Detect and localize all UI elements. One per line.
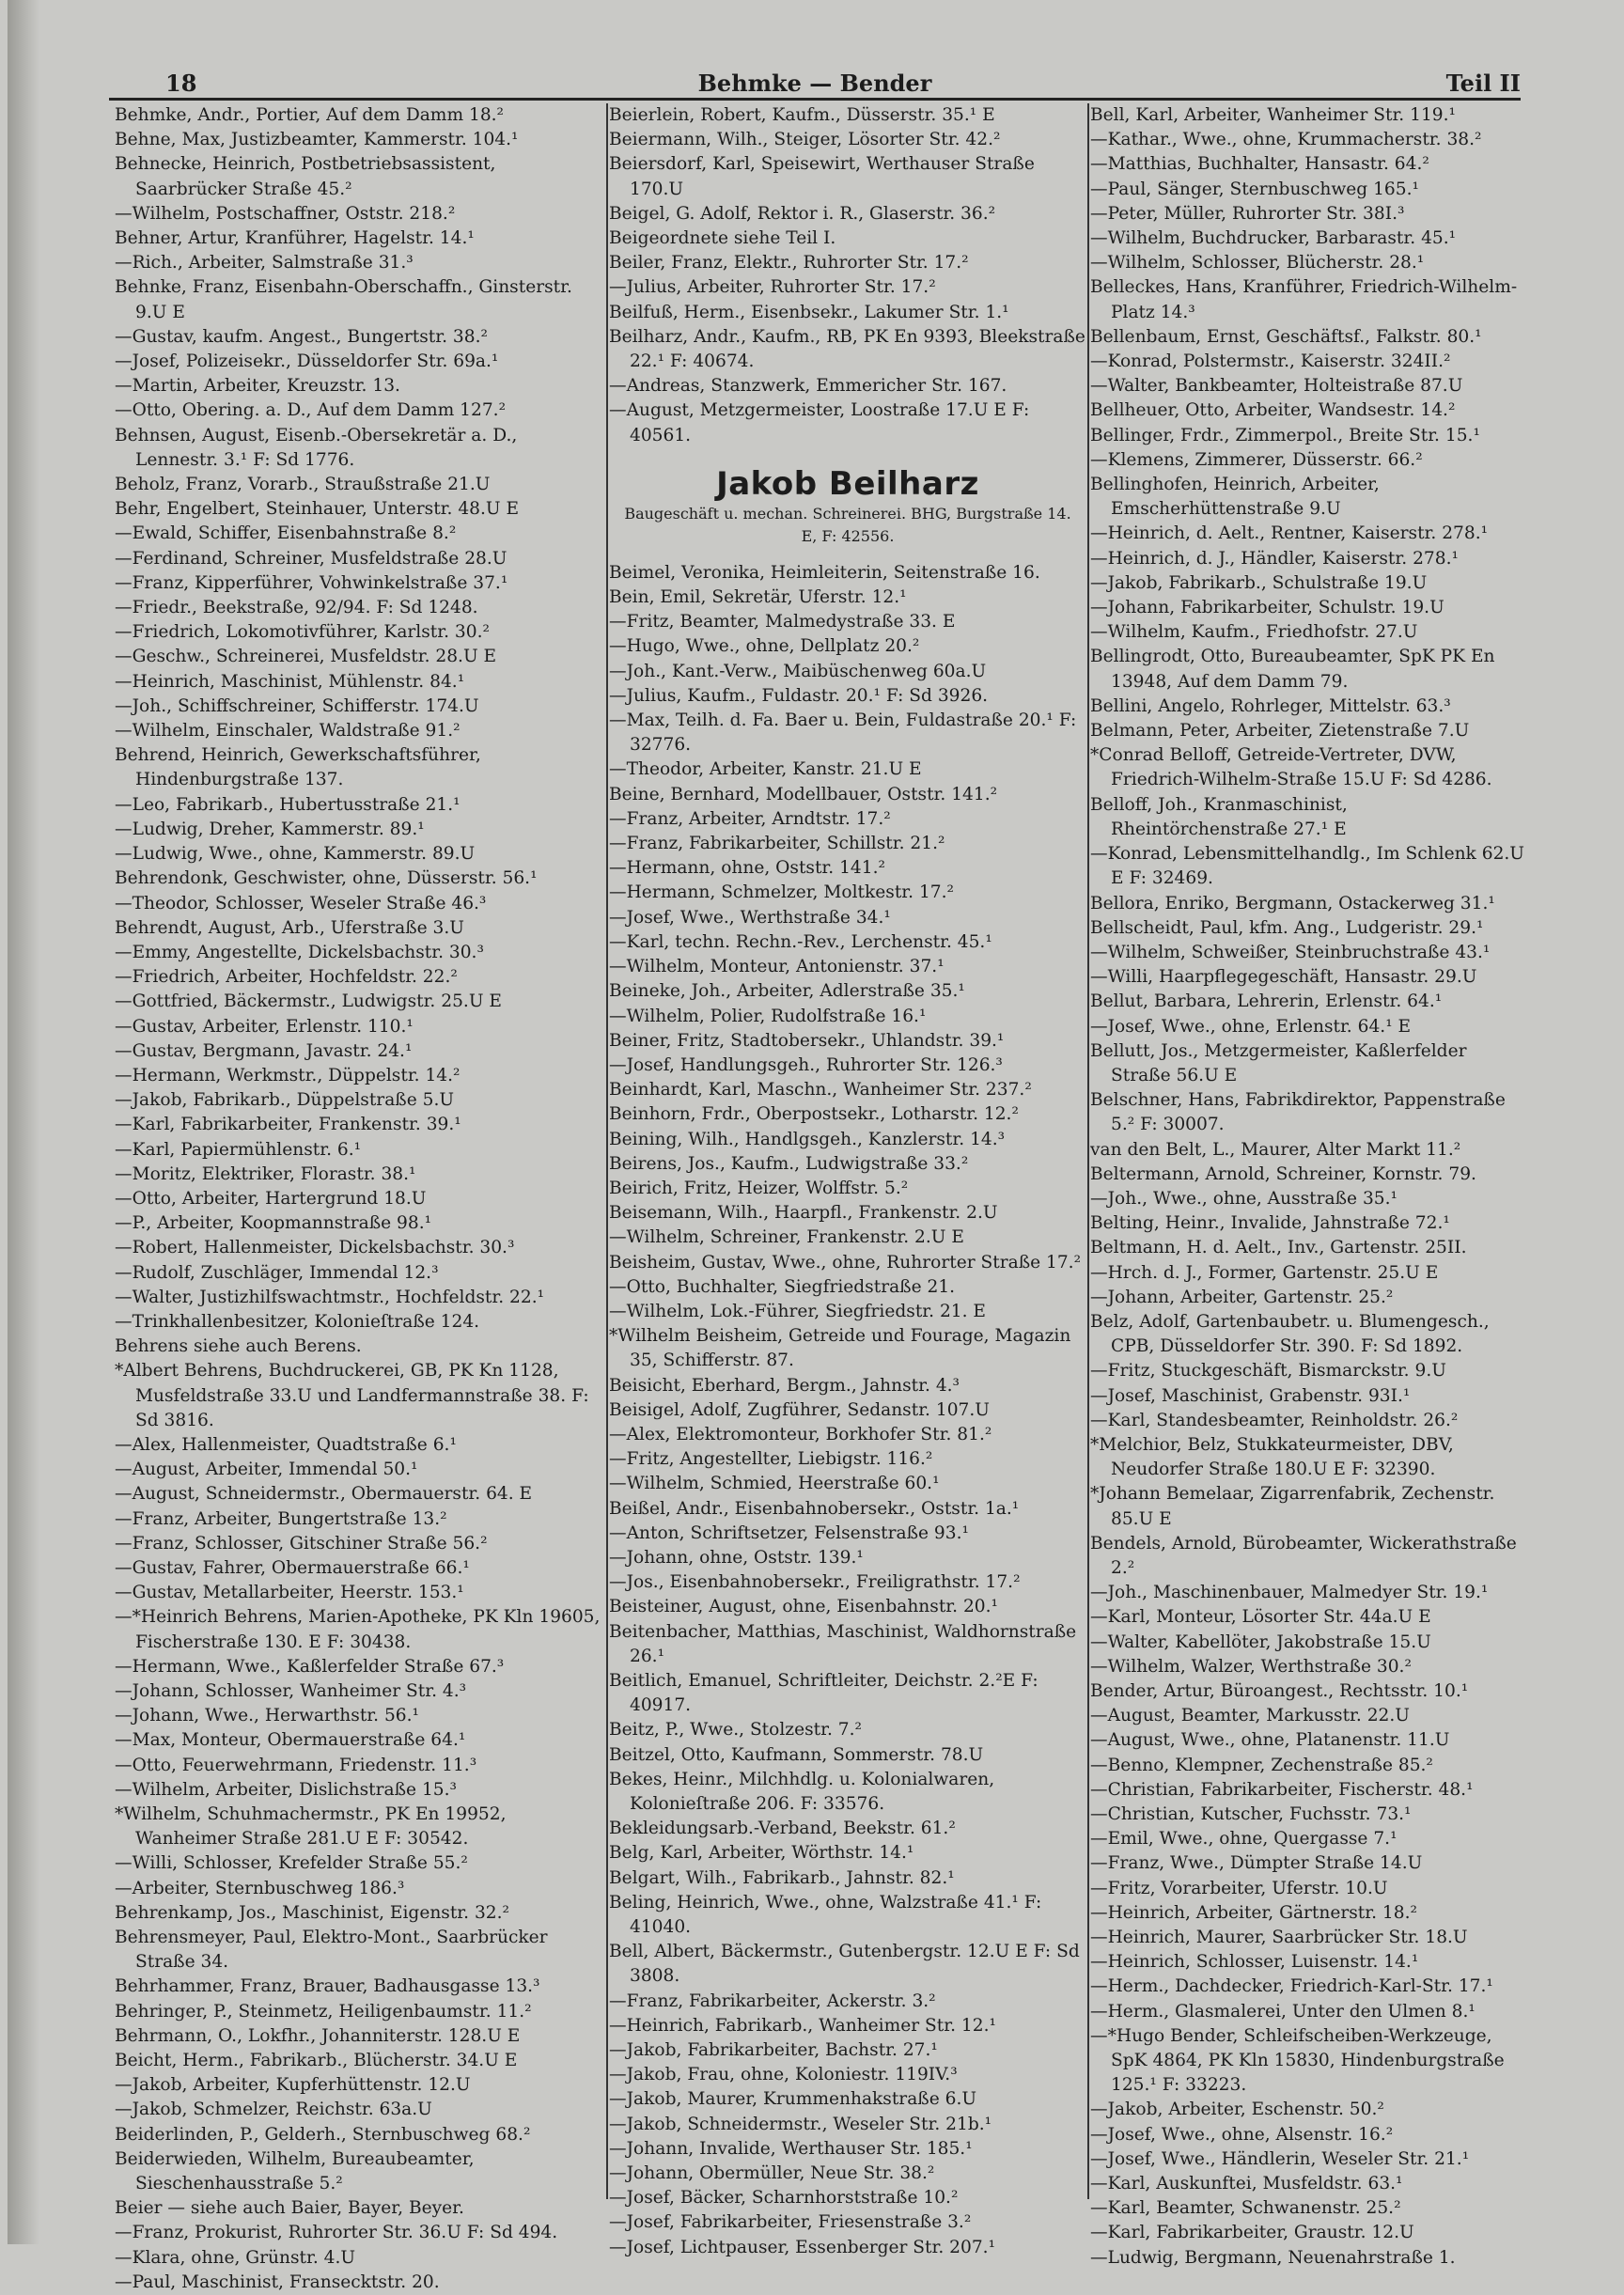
directory-entry: —Alex, Hallenmeister, Quadtstraße 6.¹ <box>115 1434 457 1455</box>
directory-entry: —Walter, Justizhilfswachtmstr., Hochfeldstr. 22.¹ <box>115 1287 545 1307</box>
directory-entry: —Matthias, Buchhalter, Hansastr. 64.² <box>1090 154 1429 175</box>
directory-entry: —Anton, Schriftsetzer, Felsenstraße 93.¹ <box>609 1522 969 1543</box>
directory-entry: Belmann, Peter, Arbeiter, Zietenstraße 7.U <box>1090 721 1470 742</box>
directory-entry: —Johann, Wwe., Herwarthstr. 56.¹ <box>115 1706 419 1726</box>
directory-entry: Beitlich, Emanuel, Schriftleiter, Deichstr. 2.²E F: 40917. <box>609 1670 1038 1716</box>
directory-entry: —Josef, Maschinist, Grabenstr. 93I.¹ <box>1090 1385 1411 1406</box>
directory-entry: —Alex, Elektromonteur, Borkhofer Str. 81.² <box>609 1424 992 1444</box>
directory-entry: —Ferdinand, Schreiner, Musfeldstraße 28.U <box>115 548 508 569</box>
directory-entry: van den Belt, L., Maurer, Alter Markt 11.² <box>1090 1139 1461 1160</box>
directory-entry: Beier — siehe auch Baier, Bayer, Beyer. <box>115 2198 464 2219</box>
column-2-entries-bottom <box>609 561 1086 2260</box>
directory-entry: —Franz, Arbeiter, Arndtstr. 17.² <box>609 808 891 829</box>
directory-entry: —Hermann, ohne, Oststr. 141.² <box>609 858 885 879</box>
directory-entry: —Jakob, Schmelzer, Reichstr. 63a.U <box>115 2100 432 2120</box>
directory-entry: —Fritz, Vorarbeiter, Uferstr. 10.U <box>1090 1878 1388 1898</box>
directory-entry: Beitz, P., Wwe., Stolzestr. 7.² <box>609 1720 862 1741</box>
directory-entry: —Johann, Invalide, Werthauser Str. 185.¹ <box>609 2138 973 2159</box>
directory-entry: —Wilhelm, Monteur, Antonienstr. 37.¹ <box>609 957 945 977</box>
directory-entry: —Josef, Wwe., Händlerin, Weseler Str. 21.¹ <box>1090 2148 1470 2169</box>
directory-entry: —Otto, Feuerwehrmann, Friedenstr. 11.³ <box>115 1755 477 1775</box>
directory-entry: Beisicht, Eberhard, Bergm., Jahnstr. 4.³ <box>609 1375 960 1396</box>
directory-entry: Beineke, Joh., Arbeiter, Adlerstraße 35.¹ <box>609 981 965 1002</box>
directory-entry: —Theodor, Arbeiter, Kanstr. 21.U E <box>609 759 922 780</box>
directory-entry: —Gustav, Arbeiter, Erlenstr. 110.¹ <box>115 1016 414 1037</box>
column-3 <box>1090 103 1524 2268</box>
directory-entry: Beimel, Veronika, Heimleiterin, Seitenstraße 16. <box>609 562 1040 583</box>
directory-entry: —Hrch. d. J., Former, Gartenstr. 25.U E <box>1090 1262 1439 1283</box>
directory-entry: Beilharz, Andr., Kaufm., RB, PK En 9393, Bleekstraße 22.¹ F: 40674. <box>609 326 1085 372</box>
directory-entry: —Herm., Dachdecker, Friedrich-Karl-Str. 17.¹ <box>1090 1976 1493 1997</box>
directory-entry: —Benno, Klempner, Zechenstraße 85.² <box>1090 1755 1433 1775</box>
directory-entry: —Heinrich, Maschinist, Mühlenstr. 84.¹ <box>115 671 465 692</box>
directory-entry: —Franz, Wwe., Dümpter Straße 14.U <box>1090 1853 1423 1874</box>
directory-entry: Beiermann, Wilh., Steiger, Lösorter Str. 42.² <box>609 130 1001 150</box>
page-header <box>109 70 1521 101</box>
directory-entry: Behner, Artur, Kranführer, Hagelstr. 14.¹ <box>115 228 475 249</box>
directory-entry: Beierlein, Robert, Kaufm., Düsserstr. 35.¹ E <box>609 105 995 125</box>
directory-entry: *Wilhelm Beisheim, Getreide und Fourage, Magazin 35, Schifferstr. 87. <box>609 1326 1071 1371</box>
directory-entry: —Jakob, Fabrikarb., Düppelstraße 5.U <box>115 1090 455 1111</box>
directory-entry: —Jos., Eisenbahnobersekr., Freiligrathstr. 17.² <box>609 1572 1021 1593</box>
directory-entry: —Ewald, Schiffer, Eisenbahnstraße 8.² <box>115 523 457 544</box>
directory-entry: —Willi, Haarpflegegeschäft, Hansastr. 29.U <box>1090 967 1477 988</box>
directory-entry: —Karl, Fabrikarbeiter, Graustr. 12.U <box>1090 2223 1414 2243</box>
directory-entry: —Leo, Fabrikarb., Hubertusstraße 21.¹ <box>115 794 461 815</box>
directory-entry: —Walter, Bankbeamter, Holteistraße 87.U <box>1090 376 1463 397</box>
directory-entry: —Andreas, Stanzwerk, Emmericher Str. 167. <box>609 376 1007 397</box>
directory-entry: —Karl, Beamter, Schwanenstr. 25.² <box>1090 2198 1401 2219</box>
directory-entry: Behr, Engelbert, Steinhauer, Unterstr. 48.U E <box>115 499 520 520</box>
directory-entry: —Geschw., Schreinerei, Musfeldstr. 28.U E <box>115 647 497 667</box>
directory-entry: —Wilhelm, Polier, Rudolfstraße 16.¹ <box>609 1006 927 1026</box>
directory-entry: —Karl, Auskunftei, Musfeldstr. 63.¹ <box>1090 2174 1403 2194</box>
directory-entry: —Julius, Kaufm., Fuldastr. 20.¹ F: Sd 3926. <box>609 685 989 706</box>
directory-entry: —Theodor, Schlosser, Weseler Straße 46.³ <box>115 893 487 913</box>
directory-entry: —Friedrich, Lokomotivführer, Karlstr. 30.² <box>115 622 490 643</box>
directory-entry: —Josef, Lichtpauser, Essenberger Str. 207.¹ <box>609 2237 996 2257</box>
directory-entry: Beinhardt, Karl, Maschn., Wanheimer Str. 237.² <box>609 1080 1032 1101</box>
directory-entry: Behrenkamp, Jos., Maschinist, Eigenstr. 32.² <box>115 1902 510 1923</box>
directory-entry: —Johann, Obermüller, Neue Str. 38.² <box>609 2163 935 2184</box>
directory-entry: —Hermann, Schmelzer, Moltkestr. 17.² <box>609 882 954 903</box>
directory-entry: Belz, Adolf, Gartenbaubetr. u. Blumengesch., CPB, Düsseldorfer Str. 390. F: Sd 1892. <box>1090 1311 1490 1357</box>
directory-entry: Beiersdorf, Karl, Speisewirt, Werthauser Straße 170.U <box>609 154 1035 199</box>
directory-entry: Beisheim, Gustav, Wwe., ohne, Ruhrorter Straße 17.² <box>609 1252 1082 1272</box>
directory-entry: —Karl, techn. Rechn.-Rev., Lerchenstr. 45.¹ <box>609 931 992 952</box>
directory-entry: —Wilhelm, Postschaffner, Oststr. 218.² <box>115 203 456 224</box>
directory-entry: Beisigel, Adolf, Zugführer, Sedanstr. 107.U <box>609 1399 990 1420</box>
directory-entry: —Heinrich, d. J., Händler, Kaiserstr. 278.¹ <box>1090 548 1459 569</box>
directory-entry: Bellutt, Jos., Metzgermeister, Kaßlerfelder Straße 56.U E <box>1090 1040 1467 1085</box>
directory-entry: Beining, Wilh., Handlgsgeh., Kanzlerstr. 14.³ <box>609 1129 1006 1149</box>
directory-entry: —Klemens, Zimmerer, Düsserstr. 66.² <box>1090 449 1423 470</box>
directory-entry: —Wilhelm, Buchdrucker, Barbarastr. 45.¹ <box>1090 228 1457 249</box>
directory-entry: Bellenbaum, Ernst, Geschäftsf., Falkstr. 80.¹ <box>1090 326 1482 347</box>
directory-entry: —Friedrich, Arbeiter, Hochfeldstr. 22.² <box>115 967 458 988</box>
directory-entry: —Ludwig, Bergmann, Neuenahrstraße 1. <box>1090 2247 1456 2268</box>
directory-entry: Behnsen, August, Eisenb.-Obersekretär a. D., Lennestr. 3.¹ F: Sd 1776. <box>115 425 518 470</box>
directory-entry: Bell, Albert, Bäckermstr., Gutenbergstr. 12.U E F: Sd 3808. <box>609 1942 1080 1987</box>
directory-entry: —Heinrich, Fabrikarb., Wanheimer Str. 12.¹ <box>609 2015 996 2036</box>
directory-entry: Beicht, Herm., Fabrikarb., Blücherstr. 34.U E <box>115 2051 518 2071</box>
directory-entry: —Joh., Maschinenbauer, Malmedyer Str. 19.¹ <box>1090 1583 1489 1603</box>
directory-entry: —Karl, Standesbeamter, Reinholdstr. 26.² <box>1090 1410 1459 1430</box>
directory-entry: —Ludwig, Wwe., ohne, Kammerstr. 89.U <box>115 844 476 865</box>
directory-entry: Behrhammer, Franz, Brauer, Badhausgasse 13.³ <box>115 1976 540 1997</box>
directory-entry: —Franz, Arbeiter, Bungertstraße 13.² <box>115 1508 447 1529</box>
directory-entry: Beholz, Franz, Vorarb., Straußstraße 21.U <box>115 475 491 495</box>
directory-entry: —Johann, Fabrikarbeiter, Schulstr. 19.U <box>1090 598 1444 618</box>
directory-entry: —Josef, Bäcker, Scharnhorststraße 10.² <box>609 2188 959 2209</box>
directory-entry: —Otto, Arbeiter, Hartergrund 18.U <box>115 1188 427 1209</box>
directory-entry: —Josef, Polizeisekr., Düsseldorfer Str. 69a.¹ <box>115 351 499 372</box>
directory-entry: Bellscheidt, Paul, kfm. Ang., Ludgeristr. 29.¹ <box>1090 917 1484 938</box>
directory-entry: Beiner, Fritz, Stadtobersekr., Uhlandstr. 39.¹ <box>609 1030 1005 1051</box>
directory-entry: Bendels, Arnold, Bürobeamter, Wickerathstraße 2.² <box>1090 1533 1517 1578</box>
directory-entry: —Moritz, Elektriker, Florastr. 38.¹ <box>115 1163 416 1184</box>
directory-entry: —P., Arbeiter, Koopmannstraße 98.¹ <box>115 1213 432 1234</box>
directory-entry: *Albert Behrens, Buchdruckerei, GB, PK Kn 1128, Musfeldstraße 33.U und Landfermannstraße 38. F: Sd 3816. <box>115 1361 589 1430</box>
directory-entry: Beißel, Andr., Eisenbahnobersekr., Oststr. 1a.¹ <box>609 1498 1020 1519</box>
directory-entry: —Willi, Schlosser, Krefelder Straße 55.² <box>115 1853 468 1874</box>
directory-entry: —Jakob, Arbeiter, Kupferhüttenstr. 12.U <box>115 2075 471 2096</box>
directory-entry: —Jakob, Fabrikarbeiter, Bachstr. 27.¹ <box>609 2040 938 2061</box>
directory-entry: Beinhorn, Frdr., Oberpostsekr., Lotharstr. 12.² <box>609 1104 1019 1125</box>
directory-entry: —Johann, Arbeiter, Gartenstr. 25.² <box>1090 1287 1394 1307</box>
page-title: Behmke — Bender <box>697 70 932 97</box>
directory-entry: Beilfuß, Herm., Eisenbsekr., Lakumer Str. 1.¹ <box>609 302 1009 322</box>
directory-entry: —Emmy, Angestellte, Dickelsbachstr. 30.³ <box>115 942 484 962</box>
directory-entry: —Hermann, Wwe., Kaßlerfelder Straße 67.³ <box>115 1656 505 1677</box>
directory-entry: Beltmann, H. d. Aelt., Inv., Gartenstr. 25II. <box>1090 1238 1467 1258</box>
directory-entry: —Josef, Wwe., ohne, Erlenstr. 64.¹ E <box>1090 1016 1412 1037</box>
directory-entry: —Franz, Prokurist, Ruhrorter Str. 36.U F: Sd 494. <box>115 2223 558 2243</box>
column-2 <box>609 103 1086 2257</box>
directory-entry: Bein, Emil, Sekretär, Uferstr. 12.¹ <box>609 587 907 608</box>
directory-entry: —Wilhelm, Kaufm., Friedhofstr. 27.U <box>1090 622 1418 643</box>
directory-entry: —Franz, Kipperführer, Vohwinkelstraße 37.¹ <box>115 572 508 593</box>
directory-entry: —Arbeiter, Sternbuschweg 186.³ <box>115 1878 405 1898</box>
directory-entry: Beling, Heinrich, Wwe., ohne, Walzstraße 41.¹ F: 41040. <box>609 1892 1042 1938</box>
column-1 <box>115 103 605 2292</box>
directory-entry: Beiderwieden, Wilhelm, Bureaubeamter, Sieschenhausstraße 5.² <box>115 2148 475 2194</box>
directory-entry: —Max, Monteur, Obermauerstraße 64.¹ <box>115 1730 466 1751</box>
directory-entry: —Fritz, Beamter, Malmedystraße 33. E <box>609 612 956 632</box>
directory-entry: —Paul, Maschinist, Fransecktstr. 20. <box>115 2272 440 2292</box>
directory-entry: —Josef, Fabrikarbeiter, Friesenstraße 3.² <box>609 2212 972 2233</box>
directory-entry: —Rich., Arbeiter, Salmstraße 31.³ <box>115 253 414 273</box>
directory-entry: —August, Schneidermstr., Obermauerstr. 64. E <box>115 1484 533 1505</box>
directory-entry: Beirich, Fritz, Heizer, Wolffstr. 5.² <box>609 1178 909 1198</box>
directory-entry: Beltermann, Arnold, Schreiner, Kornstr. 79. <box>1090 1163 1476 1184</box>
directory-entry: —Jakob, Fabrikarb., Schulstraße 19.U <box>1090 572 1428 593</box>
directory-entry: —Gustav, kaufm. Angest., Bungertstr. 38.² <box>115 326 488 347</box>
directory-entry: —August, Metzgermeister, Loostraße 17.U E F: 40561. <box>609 400 1030 445</box>
directory-entry: —Friedr., Beekstraße, 92/94. F: Sd 1248. <box>115 598 478 618</box>
directory-entry: Beisteiner, August, ohne, Eisenbahnstr. 20.¹ <box>609 1597 998 1617</box>
directory-entry: Belschner, Hans, Fabrikdirektor, Pappenstraße 5.² F: 30007. <box>1090 1090 1506 1135</box>
directory-entry: —Wilhelm, Arbeiter, Dislichstraße 15.³ <box>115 1779 457 1800</box>
directory-entry: Behrendonk, Geschwister, ohne, Düsserstr. 56.¹ <box>115 868 538 889</box>
directory-entry: —*Heinrich Behrens, Marien-Apotheke, PK Kln 19605, Fischerstraße 130. E F: 30438. <box>115 1607 601 1652</box>
directory-entry: Beitzel, Otto, Kaufmann, Sommerstr. 78.U <box>609 1744 984 1765</box>
directory-entry: Behringer, P., Steinmetz, Heiligenbaumstr. 11.² <box>115 2001 532 2022</box>
directory-entry: Belloff, Joh., Kranmaschinist, Rheintörchenstraße 27.¹ E <box>1090 794 1348 839</box>
directory-entry: —Martin, Arbeiter, Kreuzstr. 13. <box>115 376 400 397</box>
directory-entry: Bellut, Barbara, Lehrerin, Erlenstr. 64.¹ <box>1090 991 1443 1012</box>
directory-entry: —Heinrich, Maurer, Saarbrücker Str. 18.U <box>1090 1928 1468 1948</box>
column-2-entries-top <box>609 103 1086 448</box>
directory-entry: —Jakob, Maurer, Krummenhakstraße 6.U <box>609 2089 977 2110</box>
directory-entry: —Jakob, Frau, ohne, Koloniestr. 119IV.³ <box>609 2065 958 2085</box>
directory-entry: —Gustav, Fahrer, Obermauerstraße 66.¹ <box>115 1557 470 1578</box>
directory-entry: —Karl, Monteur, Lösorter Str. 44a.U E <box>1090 1607 1431 1628</box>
directory-entry: —Josef, Wwe., ohne, Alsenstr. 16.² <box>1090 2124 1394 2145</box>
directory-entry: —Heinrich, Arbeiter, Gärtnerstr. 18.² <box>1090 1902 1417 1923</box>
ad-company-name: Jakob Beilharz <box>716 464 979 503</box>
directory-entry: Beiderlinden, P., Gelderh., Sternbuschweg 68.² <box>115 2124 531 2145</box>
directory-entry: *Conrad Belloff, Getreide-Vertreter, DVW, Friedrich-Wilhelm-Straße 15.U F: Sd 4286. <box>1090 745 1492 790</box>
directory-entry: Beigeordnete siehe Teil I. <box>609 228 836 249</box>
directory-entry: —Wilhelm, Schweißer, Steinbruchstraße 43.¹ <box>1090 942 1491 962</box>
directory-entry: —Julius, Arbeiter, Ruhrorter Str. 17.² <box>609 277 936 298</box>
directory-entry: —Kathar., Wwe., ohne, Krummacherstr. 38.² <box>1090 130 1482 150</box>
directory-entry: —Wilhelm, Schmied, Heerstraße 60.¹ <box>609 1474 940 1494</box>
directory-entry: —Josef, Wwe., Werthstraße 34.¹ <box>609 907 891 928</box>
directory-entry: Bellora, Enriko, Bergmann, Ostackerweg 31.¹ <box>1090 893 1495 913</box>
directory-entry: —Heinrich, Schlosser, Luisenstr. 14.¹ <box>1090 1952 1419 1973</box>
directory-entry: —Wilhelm, Walzer, Werthstraße 30.² <box>1090 1656 1412 1677</box>
directory-entry: Bekleidungsarb.-Verband, Beekstr. 61.² <box>609 1819 956 1839</box>
directory-entry: Bellinger, Frdr., Zimmerpol., Breite Str. 15.¹ <box>1090 425 1480 445</box>
directory-entry: Bekes, Heinr., Milchhdlg. u. Kolonialwaren, Kolonieſtraße 206. F: 33576. <box>609 1769 995 1814</box>
directory-entry: —Wilhelm, Lok.-Führer, Siegfriedstr. 21. E <box>609 1301 987 1321</box>
directory-entry: —Joh., Wwe., ohne, Ausstraße 35.¹ <box>1090 1188 1398 1209</box>
directory-entry: —Wilhelm, Schreiner, Frankenstr. 2.U E <box>609 1227 964 1248</box>
directory-entry: —Franz, Schlosser, Gitschiner Straße 56.² <box>115 1533 488 1553</box>
directory-entry: —Ludwig, Dreher, Kammerstr. 89.¹ <box>115 819 425 839</box>
page-binding-shadow <box>8 0 39 2244</box>
directory-entry: Behrmann, O., Lokfhr., Johanniterstr. 128.U E <box>115 2025 521 2046</box>
directory-entry: —August, Arbeiter, Immendal 50.¹ <box>115 1460 418 1480</box>
directory-entry: —Christian, Kutscher, Fuchsstr. 73.¹ <box>1090 1804 1412 1825</box>
directory-entry: Behmke, Andr., Portier, Auf dem Damm 18.² <box>115 105 505 125</box>
directory-entry: *Johann Bemelaar, Zigarrenfabrik, Zechenstr. 85.U E <box>1090 1484 1495 1529</box>
directory-entry: Belleckes, Hans, Kranführer, Friedrich-Wilhelm-Platz 14.³ <box>1090 277 1518 322</box>
directory-entry: —Jakob, Schneidermstr., Weseler Str. 21b.¹ <box>609 2114 992 2134</box>
directory-entry: —Hugo, Wwe., ohne, Dellplatz 20.² <box>609 636 920 657</box>
directory-entry: Beine, Bernhard, Modellbauer, Oststr. 141.² <box>609 784 998 804</box>
directory-entry: Beisemann, Wilh., Haarpfl., Frankenstr. 2.U <box>609 1203 998 1224</box>
directory-entry: —Konrad, Polstermstr., Kaiserstr. 324II.² <box>1090 351 1451 372</box>
directory-entry: Behne, Max, Justizbeamter, Kammerstr. 104.¹ <box>115 130 519 150</box>
directory-entry: Behrensmeyer, Paul, Elektro-Mont., Saarbrücker Straße 34. <box>115 1928 548 1973</box>
directory-entry: Behrendt, August, Arb., Uferstraße 3.U <box>115 917 464 938</box>
column-divider-2 <box>1087 103 1089 2199</box>
directory-entry: Bell, Karl, Arbeiter, Wanheimer Str. 119.¹ <box>1090 105 1456 125</box>
directory-entry: *Wilhelm, Schuhmachermstr., PK En 19952, Wanheimer Straße 281.U E F: 30542. <box>115 1804 507 1850</box>
directory-entry: —Emil, Wwe., ohne, Quergasse 7.¹ <box>1090 1829 1398 1850</box>
directory-entry: —Joh., Schiffschreiner, Schifferstr. 174.U <box>115 695 479 716</box>
directory-entry: —Hermann, Werkmstr., Düppelstr. 14.² <box>115 1065 461 1085</box>
directory-entry: —Wilhelm, Schlosser, Blücherstr. 28.¹ <box>1090 253 1425 273</box>
directory-entry: —Franz, Fabrikarbeiter, Schillstr. 21.² <box>609 834 945 854</box>
directory-entry: —Karl, Fabrikarbeiter, Frankenstr. 39.¹ <box>115 1115 461 1135</box>
directory-entry: Beirens, Jos., Kaufm., Ludwigstraße 33.² <box>609 1153 969 1174</box>
directory-entry: —Fritz, Angestellter, Liebigstr. 116.² <box>609 1449 933 1470</box>
directory-entry: Belgart, Wilh., Fabrikarb., Jahnstr. 82.¹ <box>609 1867 955 1888</box>
directory-entry: —August, Wwe., ohne, Platanenstr. 11.U <box>1090 1730 1450 1751</box>
directory-entry: Bellini, Angelo, Rohrleger, Mittelstr. 63.³ <box>1090 695 1451 716</box>
directory-entry: —Christian, Fabrikarbeiter, Fischerstr. 48.¹ <box>1090 1779 1474 1800</box>
directory-entry: —Gustav, Bergmann, Javastr. 24.¹ <box>115 1040 413 1061</box>
directory-entry: —Robert, Hallenmeister, Dickelsbachstr. 30.³ <box>115 1238 515 1258</box>
part-label: Teil II <box>1445 70 1521 97</box>
directory-entry: —Heinrich, d. Aelt., Rentner, Kaiserstr. 278.¹ <box>1090 523 1489 544</box>
directory-entry: Belg, Karl, Arbeiter, Wörthstr. 14.¹ <box>609 1843 914 1864</box>
page-number: 18 <box>165 70 197 97</box>
ad-description: Baugeschäft u. mechan. Schreinerei. BHG, Burgstraße 14. E, F: 42556. <box>624 504 1071 545</box>
directory-entry: —Max, Teilh. d. Fa. Baer u. Bein, Fuldastraße 20.¹ F: 32776. <box>609 710 1077 756</box>
advertisement <box>609 465 1086 548</box>
directory-entry: —Walter, Kabellöter, Jakobstraße 15.U <box>1090 1631 1431 1652</box>
directory-entry: Behnke, Franz, Eisenbahn-Oberschaffn., Ginsterstr. 9.U E <box>115 277 572 322</box>
directory-entry: —Karl, Papiermühlenstr. 6.¹ <box>115 1139 362 1160</box>
directory-entry: —August, Beamter, Markusstr. 22.U <box>1090 1706 1410 1726</box>
header-rule <box>109 98 1521 101</box>
directory-entry: —Fritz, Stuckgeschäft, Bismarckstr. 9.U <box>1090 1361 1446 1382</box>
directory-entry: —Franz, Fabrikarbeiter, Ackerstr. 3.² <box>609 1991 936 2011</box>
directory-entry: —Rudolf, Zuschläger, Immendal 12.³ <box>115 1262 439 1283</box>
directory-entry: —*Hugo Bender, Schleifscheiben-Werkzeuge, SpK 4864, PK Kln 15830, Hindenburgstraße 125.¹ F: 33223. <box>1090 2025 1505 2096</box>
directory-entry: —Gottfried, Bäckermstr., Ludwigstr. 25.U E <box>115 991 502 1012</box>
directory-entry: Behrens siehe auch Berens. <box>115 1336 362 1357</box>
directory-entry: —Wilhelm, Einschaler, Waldstraße 91.² <box>115 721 461 742</box>
directory-entry: Bellingrodt, Otto, Bureaubeamter, SpK PK En 13948, Auf dem Damm 79. <box>1090 647 1495 692</box>
directory-entry: —Johann, Schlosser, Wanheimer Str. 4.³ <box>115 1681 467 1701</box>
directory-entry: —Otto, Obering. a. D., Auf dem Damm 127.² <box>115 400 507 421</box>
directory-entry: Bellheuer, Otto, Arbeiter, Wandsestr. 14.² <box>1090 400 1456 421</box>
directory-entry: —Konrad, Lebensmittelhandlg., Im Schlenk 62.U E F: 32469. <box>1090 844 1524 889</box>
directory-entry: *Melchior, Belz, Stukkateurmeister, DBV, Neudorfer Straße 180.U E F: 32390. <box>1090 1434 1454 1480</box>
directory-entry: Bellinghofen, Heinrich, Arbeiter, Emscherhüttenstraße 9.U <box>1090 475 1380 520</box>
directory-entry: —Trinkhallenbesitzer, Kolonieſtraße 124. <box>115 1311 480 1332</box>
directory-entry: Bender, Artur, Büroangest., Rechtsstr. 10.¹ <box>1090 1681 1469 1701</box>
directory-entry: —Peter, Müller, Ruhrorter Str. 38I.³ <box>1090 203 1405 224</box>
directory-entry: —Josef, Handlungsgeh., Ruhrorter Str. 126.³ <box>609 1054 1003 1075</box>
directory-entry: —Joh., Kant.-Verw., Maibüschenweg 60a.U <box>609 661 987 681</box>
directory-entry: —Johann, ohne, Oststr. 139.¹ <box>609 1547 864 1568</box>
directory-entry: Beigel, G. Adolf, Rektor i. R., Glaserstr. 36.² <box>609 203 996 224</box>
directory-entry: Belting, Heinr., Invalide, Jahnstraße 72.¹ <box>1090 1213 1450 1234</box>
directory-entry: Beitenbacher, Matthias, Maschinist, Waldhornstraße 26.¹ <box>609 1621 1077 1666</box>
directory-entry: —Klara, ohne, Grünstr. 4.U <box>115 2247 356 2268</box>
directory-entry: —Gustav, Metallarbeiter, Heerstr. 153.¹ <box>115 1583 464 1603</box>
directory-entry: —Herm., Glasmalerei, Unter den Ulmen 8.¹ <box>1090 2001 1476 2022</box>
directory-entry: Beiler, Franz, Elektr., Ruhrorter Str. 17.² <box>609 253 969 273</box>
directory-entry: Behrend, Heinrich, Gewerkschaftsführer, Hindenburgstraße 137. <box>115 745 481 790</box>
directory-entry: —Paul, Sänger, Sternbuschweg 165.¹ <box>1090 179 1419 199</box>
directory-entry: —Otto, Buchhalter, Siegfriedstraße 21. <box>609 1276 956 1297</box>
column-divider-1 <box>606 103 608 2199</box>
directory-entry: Behnecke, Heinrich, Postbetriebsassistent, Saarbrücker Straße 45.² <box>115 154 496 199</box>
directory-entry: —Jakob, Arbeiter, Eschenstr. 50.² <box>1090 2100 1384 2120</box>
